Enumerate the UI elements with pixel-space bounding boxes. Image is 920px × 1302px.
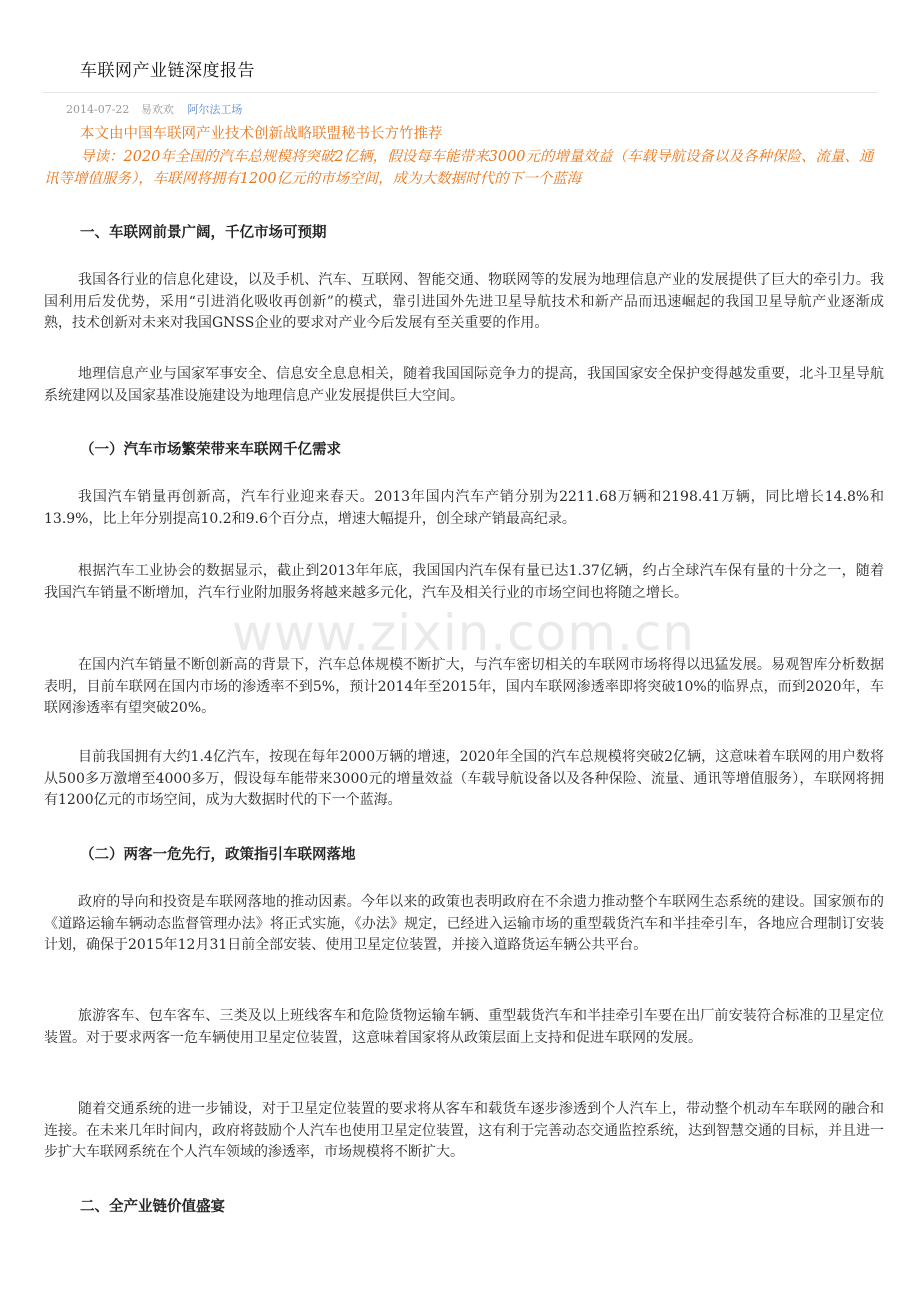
paragraph-9: 随着交通系统的进一步铺设，对于卫星定位装置的要求将从客车和载货车逐步渗透到个人汽车上，带动整个机动车车联网的融合和连接。在未来几年时间内，政府将鼓励个人汽车也使用卫星定位装置，这有利于完善动态交通监控系统，达到智慧交通的目标，并且进一步扩大车联网系统在个人汽车领域的渗透率，市场规模将不断扩大。	[44, 1101, 884, 1160]
subsection-heading-2: （二）两客一危先行，政策指引车联网落地	[80, 847, 356, 863]
watermark-text: www.zixin.com.cn	[232, 604, 696, 662]
publish-date: 2014-07-22	[66, 103, 130, 116]
source-link[interactable]: 阿尔法工场	[187, 103, 243, 116]
article-title: 车联网产业链深度报告	[80, 61, 255, 81]
section-heading-2: 二、全产业链价值盛宴	[80, 1199, 225, 1215]
author-name: 易欢欢	[140, 103, 174, 116]
lead-paragraph: 导读：2020年全国的汽车总规模将突破2亿辆，假设每车能带来3000元的增量效益（车载导航设备以及各种保险、流量、通讯等增值服务），车联网将拥有1200亿元的市场空间，成为大数据时代的下一个蓝海	[44, 149, 874, 187]
paragraph-2: 地理信息产业与国家军事安全、信息安全息息相关，随着我国国际竞争力的提高，我国国家安全保护变得越发重要，北斗卫星导航系统建网以及国家基准设施建设为地理信息产业发展提供巨大空间。	[44, 366, 884, 404]
paragraph-8: 旅游客车、包车客车、三类及以上班线客车和危险货物运输车辆、重型载货汽车和半挂牵引车要在出厂前安装符合标准的卫星定位装置。对于要求两客一危车辆使用卫星定位装置，这意味着国家将从政策层面上支持和促进车联网的发展。	[44, 1008, 884, 1046]
paragraph-6: 目前我国拥有大约1.4亿汽车，按现在每年2000万辆的增速，2020年全国的汽车总规模将突破2亿辆，这意味着车联网的用户数将从500多万激增至4000多万，假设每车能带来3000元的增量效益（车载导航设备以及各种保险、流量、通讯等增值服务），车联网将拥有1200亿元的市场空间，成为大数据时代的下一个蓝海。	[44, 749, 884, 808]
paragraph-4: 根据汽车工业协会的数据显示，截止到2013年年底，我国国内汽车保有量已达1.37亿辆，约占全球汽车保有量的十分之一，随着我国汽车销量不断增加，汽车行业附加服务将越来越多元化，汽车及相关行业的市场空间也将随之增长。	[44, 563, 884, 601]
subsection-heading-1: （一）汽车市场繁荣带来车联网千亿需求	[80, 442, 341, 458]
paragraph-3: 我国汽车销量再创新高，汽车行业迎来春天。2013年国内汽车产销分别为2211.68万辆和2198.41万辆，同比增长14.8%和13.9%，比上年分别提高10.2和9.6个百分点，增速大幅提升，创全球产销最高纪录。	[44, 489, 884, 527]
paragraph-1: 我国各行业的信息化建设，以及手机、汽车、互联网、智能交通、物联网等的发展为地理信息产业的发展提供了巨大的牵引力。我国利用后发优势，采用“引进消化吸收再创新”的模式，靠引进国外先进卫星导航技术和新产品而迅速崛起的我国卫星导航产业逐渐成熟，技术创新对未来对我国GNSS企业的要求对产业今后发展有至关重要的作用。	[44, 272, 884, 331]
article-meta	[66, 101, 242, 117]
paragraph-5: 在国内汽车销量不断创新高的背景下，汽车总体规模不断扩大，与汽车密切相关的车联网市场将得以迅猛发展。易观智库分析数据表明，目前车联网在国内市场的渗透率不到5%，预计2014年至2015年，国内车联网渗透率即将突破10%的临界点，而到2020年，车联网渗透率有望突破20%。	[44, 657, 884, 716]
section-heading-1: 一、车联网前景广阔，千亿市场可预期	[80, 225, 327, 241]
title-divider	[42, 92, 878, 93]
recommendation-line: 本文由中国车联网产业技术创新战略联盟秘书长方竹推荐	[80, 126, 443, 142]
paragraph-7: 政府的导向和投资是车联网落地的推动因素。今年以来的政策也表明政府在不余遗力推动整个车联网生态系统的建设。国家颁布的《道路运输车辆动态监督管理办法》将正式实施，《办法》规定，已经进入运输市场的重型载货汽车和半挂牵引车，各地应合理制订安装计划，确保于2015年12月31日前全部安装、使用卫星定位装置，并接入道路货运车辆公共平台。	[44, 894, 884, 953]
